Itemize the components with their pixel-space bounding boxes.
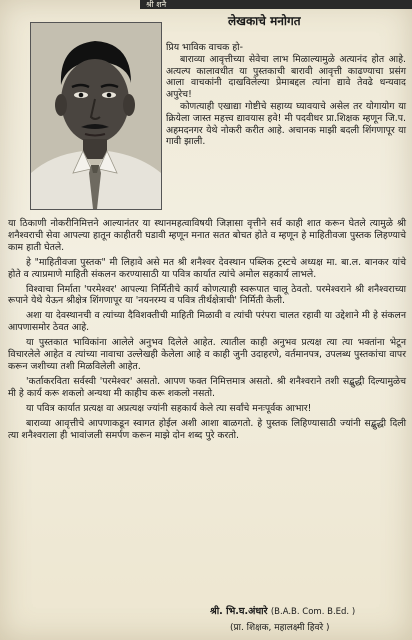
body-paragraph-7: या पवित्र कार्यात प्रत्यक्ष वा अप्रत्यक्ष ज्यांनी सहकार्य केले त्या सर्वांचे मनःपूर्वक आभार!	[26, 402, 312, 414]
intro-paragraph-1: बाराव्या आवृत्तीच्या सेवेचा लाभ मिळाल्यामुळे अत्यानंद होत आहे. अत्यल्प कालावधीत या पुस्तकाची बारावी आवृत्ती काढण्याचा प्रसंग आला वाचकांनी दाखविलेल्या प्रेमाबद्दल त्यांना द्यावे तेवढे धन्यवाद अपुरेच!	[166, 53, 406, 101]
body-paragraph-1: या ठिकाणी नोकरीनिमित्तने आल्यानंतर या स्थानमहत्वाविषयी जिज्ञासा वृत्तीने सर्व काही शात करून घेतले त्यामुळे श्री शनैश्वराची सेवा आपल्या हातून काहीतरी घडावी म्हणून मनात सतत बोचत होते व म्हणून हे माहितीवजा पुस्तक लिहण्याचे काम हाती घेतले.	[8, 218, 406, 253]
body-paragraph-6: 'कर्ताकरविता सर्वस्वी 'परमेश्वर' असतो. आपण फक्त निमित्तमात्र असतो. श्री शनैश्वराने तशी सद्बुद्धी दिल्यामुळेच मी हे कार्य करू शकलो अन्यथा मी काहीच करू शकलो नसतो.	[8, 375, 406, 399]
author-qualifications: (B.A.B. Com. B.Ed. )	[270, 607, 356, 617]
page-title: लेखकाचे मनोगत	[228, 14, 301, 28]
body-paragraph-8: बाराव्या आवृत्तीचे आपणाकडून स्वागत होईल अशी आशा बाळगतो. हे पुस्तक लिहिण्यासाठी ज्यांनी सद्बुद्धी दिली त्या शनैश्वराला ही भावांजली समर्पण करून माझे दोन शब्द पुरे करतो.	[8, 417, 406, 441]
body-paragraph-3: विश्वाचा निर्माता 'परमेश्वर' आपल्या निर्मितीचे कार्य कोणत्याही स्वरूपात चालू ठेवतो. परमेश्वराने श्री शनैश्वराच्या रूपाने येथे येऊन श्रीक्षेत्र शिंगणापूर या 'नयनरम्य व पवित्र तीर्थक्षेत्राची' निर्मिती केली.	[8, 283, 406, 307]
author-name: श्री. भि.घ.अंधारे	[210, 606, 268, 617]
author-designation: (प्रा. शिक्षक, महालक्ष्मी हिवरे )	[230, 623, 330, 633]
salutation: प्रिय भाविक वाचक हो-	[166, 42, 243, 53]
body-section	[8, 218, 406, 444]
author-photo	[30, 22, 162, 210]
intro-section	[166, 42, 406, 148]
intro-paragraph-2: कोणत्याही एखाद्या गोष्टीचे सहाय्य घ्यावयाचे असेल तर योगायोग या क्रियेला जास्त महत्त्व द्यावयास हवे! मी पदवीधर प्रा.शिक्षक म्हणून जि.प. अहमदनगर येथे नोकरी करीत आहे. अचानक माझी बदली शिंगणापूर या गावी झाली.	[166, 100, 406, 148]
header-bar	[140, 0, 412, 9]
body-paragraph-4: अशा या देवस्थानची व त्यांच्या दैविशक्तीची माहिती मिळावी व त्यांची परंपरा चालत रहावी या उद्देशाने मी हे संकलन आपणासमोर ठेवत आहे.	[8, 310, 406, 334]
author-portrait-graphic	[31, 23, 161, 209]
body-paragraph-2: हे "माहितीवजा पुस्तक" मी लिहावे असे मत श्री शनैश्वर देवस्थान पब्लिक ट्रस्टचे अध्यक्ष मा. बा.ल. बानकर यांचे होते व त्याप्रमाणे माहिती संकलन करण्यासाठी या पवित्र कार्यात त्यांचे अमोल सहकार्य लाभले.	[8, 256, 406, 280]
author-signature	[210, 604, 355, 617]
header-bar-text: श्री शनै	[146, 0, 167, 9]
body-paragraph-5: या पुस्तकात भाविकांना आलेले अनुभव दिलेले आहेत. त्यातील काही अनुभव प्रत्यक्ष त्या त्या भक्तांना भेटून विचारलेले आहेत व त्यांच्या नावाचा उल्लेखही केलेला आहे व काही जुनी उदाहरणे, वर्तमानपत्र, उपलब्ध पुस्तकांचा वापर करून जशीच्या तशी मिळविलेली आहेत.	[8, 337, 406, 372]
